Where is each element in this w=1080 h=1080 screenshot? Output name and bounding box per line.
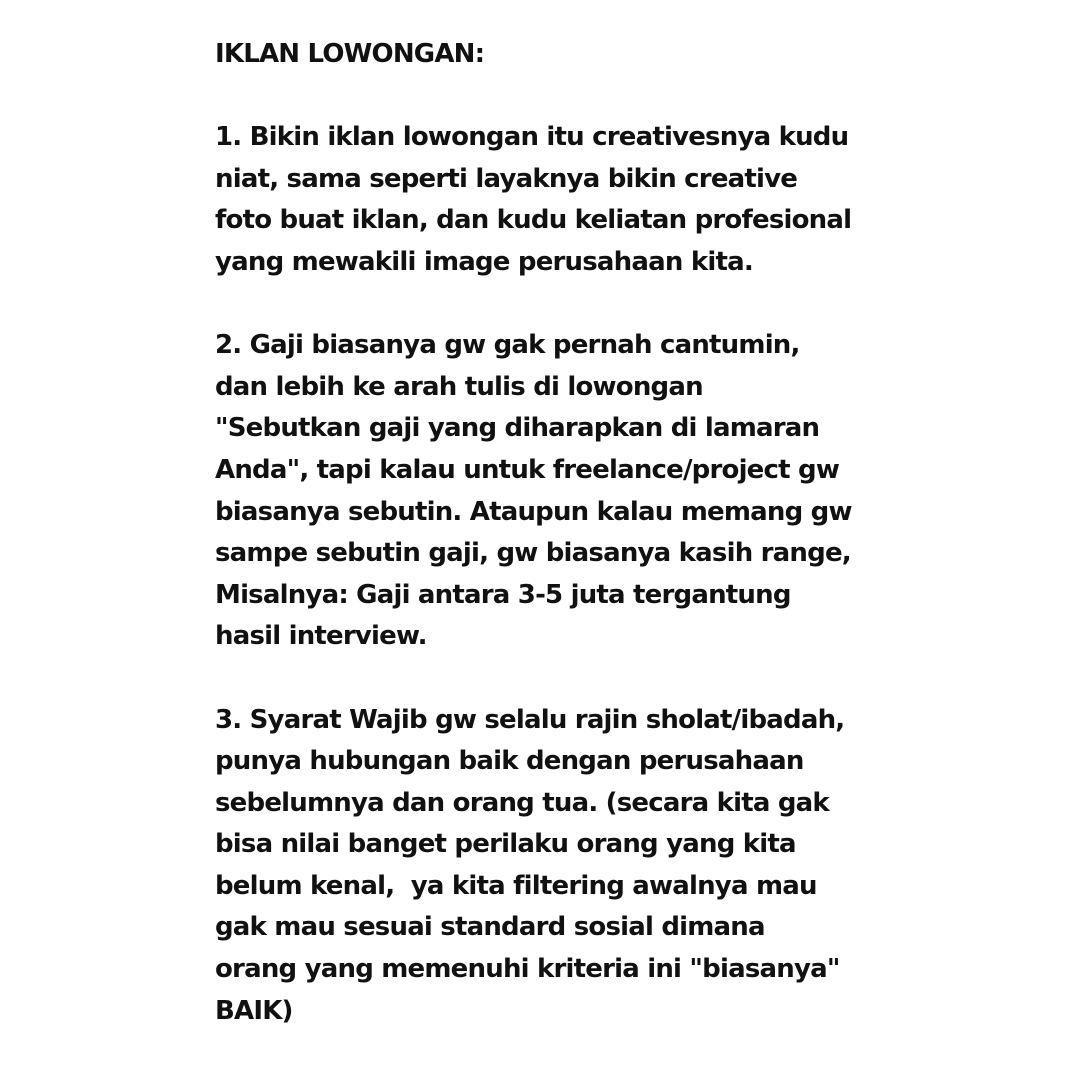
paragraph-3 <box>215 700 915 1033</box>
paragraph-2-line-6: sampe sebutin gaji, gw biasanya kasih range, <box>215 538 851 569</box>
paragraph-2-line-7: Misalnya: Gaji antara 3-5 juta tergantung <box>215 579 791 610</box>
paragraph-3-line-4: bisa nilai banget perilaku orang yang kita <box>215 829 796 860</box>
paragraph-1-line-3: foto buat iklan, dan kudu keliatan profesional <box>215 205 852 236</box>
paragraph-1-line-1: 1. Bikin iklan lowongan itu creativesnya kudu <box>215 122 849 153</box>
paragraph-3-line-5: belum kenal, ya kita filtering awalnya mau <box>215 870 817 901</box>
document-body <box>215 34 915 1032</box>
paragraph-1-line-2: niat, sama seperti layaknya bikin creative <box>215 163 798 194</box>
paragraph-3-line-2: punya hubungan baik dengan perusahaan <box>215 746 804 777</box>
paragraph-2-line-8: hasil interview. <box>215 621 427 652</box>
paragraph-2-line-2: dan lebih ke arah tulis di lowongan <box>215 371 703 402</box>
paragraph-2-line-4: Anda", tapi kalau untuk freelance/project gw <box>215 454 840 485</box>
paragraph-3-line-8: BAIK) <box>215 995 293 1026</box>
paragraph-3-line-1: 3. Syarat Wajib gw selalu rajin sholat/ibadah, <box>215 704 845 735</box>
paragraph-3-line-6: gak mau sesuai standard sosial dimana <box>215 912 765 943</box>
paragraph-3-line-3: sebelumnya dan orang tua. (secara kita gak <box>215 787 829 818</box>
paragraph-3-line-7: orang yang memenuhi kriteria ini "biasanya" <box>215 954 840 985</box>
paragraph-2-line-1: 2. Gaji biasanya gw gak pernah cantumin, <box>215 330 800 361</box>
paragraph-2-line-5: biasanya sebutin. Ataupun kalau memang gw <box>215 496 852 527</box>
paragraph-2 <box>215 325 915 658</box>
paragraph-1 <box>215 117 915 283</box>
paragraph-2-line-3: "Sebutkan gaji yang diharapkan di lamaran <box>215 413 820 444</box>
document-title: IKLAN LOWONGAN: <box>215 39 485 69</box>
paragraph-1-line-4: yang mewakili image perusahaan kita. <box>215 246 753 277</box>
